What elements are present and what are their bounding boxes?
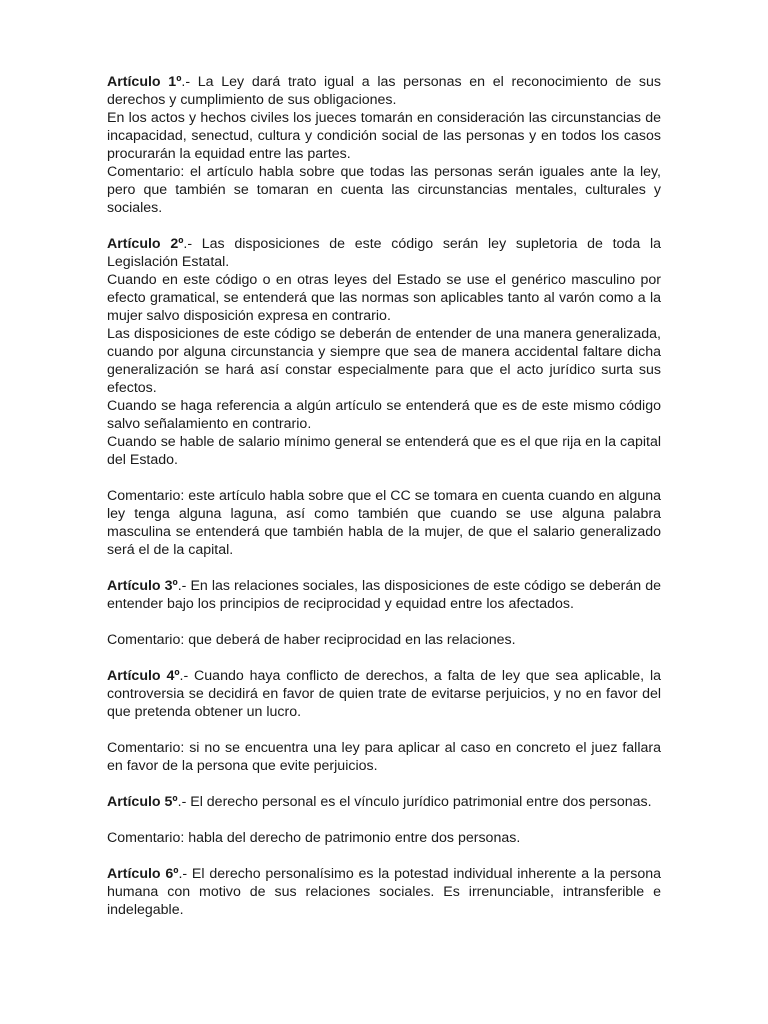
- article-2-paragraph: Las disposiciones de este código se deberán de entender de una manera generalizada, cuando por alguna circunstancia y siempre que sea de manera accidental faltare dicha generalización se hará así constar especialmente para que el acto jurídico surta sus efectos.: [107, 326, 661, 396]
- paragraph-gap: [107, 649, 661, 667]
- article-2-paragraph: Cuando se haga referencia a algún artículo se entenderá que es de este mismo código salvo señalamiento en contrario.: [107, 398, 661, 432]
- article-2-lead-text: .- Las disposiciones de este código serán ley supletoria de toda la Legislación Estatal.: [107, 236, 661, 270]
- article-2-paragraph: Cuando se hable de salario mínimo general se entenderá que es el que rija en la capital del Estado.: [107, 434, 661, 468]
- paragraph-gap: [107, 721, 661, 739]
- article-4-title: Artículo 4º: [107, 668, 180, 684]
- article-1-title: Artículo 1º: [107, 74, 182, 90]
- paragraph-gap: [107, 811, 661, 829]
- document-body: [107, 73, 661, 919]
- article-5-lead: [107, 793, 661, 811]
- article-4-lead-text: .- Cuando haya conflicto de derechos, a falta de ley que sea aplicable, la controversia se decidirá en favor de quien trate de evitarse perjuicios, y no en favor del que pretenda obtener un lucro.: [107, 668, 661, 720]
- article-3-lead: [107, 577, 661, 613]
- article-2-comment: Comentario: este artículo habla sobre que el CC se tomara en cuenta cuando en alguna ley tenga alguna laguna, así como también que cuando se use alguna palabra masculina se entenderá que también habla de la mujer, de que el salario generalizado será el de la capital.: [107, 488, 661, 558]
- paragraph-gap: [107, 217, 661, 235]
- article-4-lead: [107, 667, 661, 721]
- article-5-comment: Comentario: habla del derecho de patrimonio entre dos personas.: [107, 830, 521, 846]
- article-1-lead: [107, 73, 661, 109]
- article-1-lead-text: .- La Ley dará trato igual a las personas en el reconocimiento de sus derechos y cumplimiento de sus obligaciones.: [107, 74, 661, 108]
- article-4-comment: Comentario: si no se encuentra una ley para aplicar al caso en concreto el juez fallara en favor de la persona que evite perjuicios.: [107, 740, 661, 774]
- paragraph-gap: [107, 613, 661, 631]
- article-3-comment: Comentario: que deberá de haber reciprocidad en las relaciones.: [107, 632, 516, 648]
- article-5-title: Artículo 5º: [107, 794, 178, 810]
- article-2-paragraph: Cuando en este código o en otras leyes del Estado se use el genérico masculino por efecto gramatical, se entenderá que las normas son aplicables tanto al varón como a la mujer salvo disposición expresa en contrario.: [107, 272, 661, 324]
- article-1-paragraph: En los actos y hechos civiles los jueces tomarán en consideración las circunstancias de incapacidad, senectud, cultura y condición social de las personas y en todos los casos procurarán la equidad entre las partes.: [107, 110, 661, 162]
- paragraph-gap: [107, 469, 661, 487]
- article-2-lead: [107, 235, 661, 271]
- article-3-title: Artículo 3º: [107, 578, 178, 594]
- paragraph-gap: [107, 775, 661, 793]
- article-5-lead-text: .- El derecho personal es el vínculo jurídico patrimonial entre dos personas.: [177, 794, 652, 810]
- article-6-title: Artículo 6º: [107, 866, 179, 882]
- article-1-comment: Comentario: el artículo habla sobre que todas las personas serán iguales ante la ley, pero que también se tomaran en cuenta las circunstancias mentales, culturales y sociales.: [107, 164, 661, 216]
- article-2-title: Artículo 2º: [107, 236, 184, 252]
- paragraph-gap: [107, 559, 661, 577]
- article-3-lead-text: .- En las relaciones sociales, las disposiciones de este código se deberán de entender bajo los principios de reciprocidad y equidad entre los afectados.: [107, 578, 661, 612]
- article-6-lead-text: .- El derecho personalísimo es la potestad individual inherente a la persona humana con motivo de sus relaciones sociales. Es irrenunciable, intransferible e indelegable.: [107, 866, 661, 918]
- article-6-lead: [107, 865, 661, 919]
- paragraph-gap: [107, 847, 661, 865]
